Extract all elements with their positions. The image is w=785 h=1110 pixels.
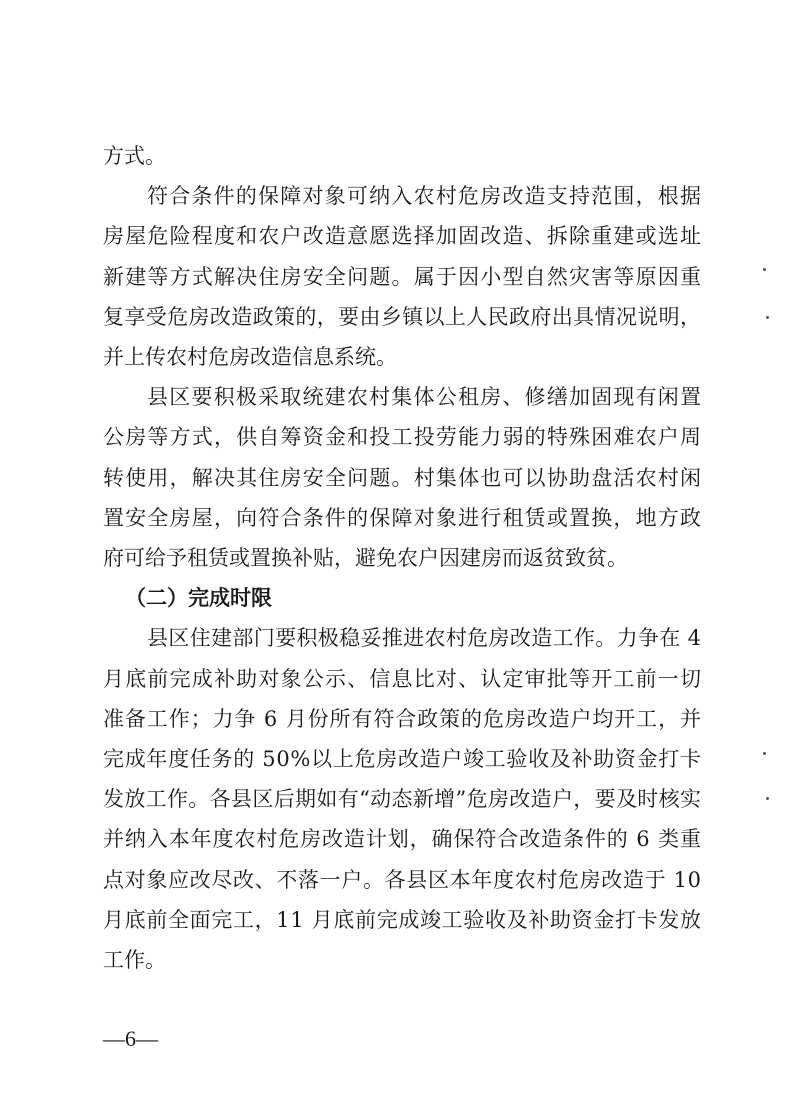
paragraph xyxy=(103,377,701,578)
document-body xyxy=(103,136,701,980)
text-line: 方式。 xyxy=(103,144,166,168)
text-line: 县区住建部门要积极稳妥推进农村危房改造工作。力争在 4 xyxy=(147,626,702,651)
text-line: 完成年度任务的 50%以上危房改造户竣工验收及补助资金打卡 xyxy=(103,747,702,772)
text-line: 置安全房屋，向符合条件的保障对象进行租赁或置换，地方政 xyxy=(103,505,703,530)
text-line: 准备工作；力争 6 月份所有符合政策的危房改造户均开工，并 xyxy=(103,706,702,731)
text-line: 并上传农村危房改造信息系统。 xyxy=(103,345,397,370)
text-line: 月底前完成补助对象公示、信息比对、认定审批等开工前一切 xyxy=(103,666,703,691)
paragraph xyxy=(103,176,701,377)
text-line: 发放工作。各县区后期如有“动态新增”危房改造户，要及时核实 xyxy=(103,787,702,812)
text-line: 并纳入本年度农村危房改造计划，确保符合改造条件的 6 类重 xyxy=(103,827,702,852)
text-line: 府可给予租赁或置换补贴，避免农户因建房而返贫致贫。 xyxy=(103,546,628,571)
text-line: 工作。 xyxy=(103,948,166,973)
scan-speck xyxy=(763,752,766,755)
scan-speck xyxy=(763,268,766,271)
text-line: 符合条件的保障对象可纳入农村危房改造支持范围，根据 xyxy=(147,184,703,209)
paragraph xyxy=(103,618,701,980)
text-line: 县区要积极采取统建农村集体公租房、修缮加固现有闲置 xyxy=(147,385,703,410)
text-line: 点对象应改尽改、不落一户。各县区本年度农村危房改造于 10 xyxy=(103,867,702,892)
text-line: 转使用，解决其住房安全问题。村集体也可以协助盘活农村闲 xyxy=(103,465,703,490)
text-line: 月底前全面完工，11 月底前完成竣工验收及补助资金打卡发放 xyxy=(103,907,702,932)
scan-speck xyxy=(766,316,769,319)
text-line: （二）完成时限 xyxy=(125,585,272,611)
text-line: 房屋危险程度和农户改造意愿选择加固改造、拆除重建或选址 xyxy=(103,224,703,249)
text-line: 新建等方式解决住房安全问题。属于因小型自然灾害等原因重 xyxy=(103,264,703,289)
paragraph xyxy=(103,136,701,176)
scan-speck xyxy=(766,797,769,800)
text-line: 公房等方式，供自筹资金和投工投劳能力弱的特殊困难农户周 xyxy=(103,425,703,450)
section-heading xyxy=(103,578,701,618)
text-line: 复享受危房改造政策的，要由乡镇以上人民政府出具情况说明， xyxy=(103,304,702,329)
page-number: —6— xyxy=(103,1026,158,1051)
